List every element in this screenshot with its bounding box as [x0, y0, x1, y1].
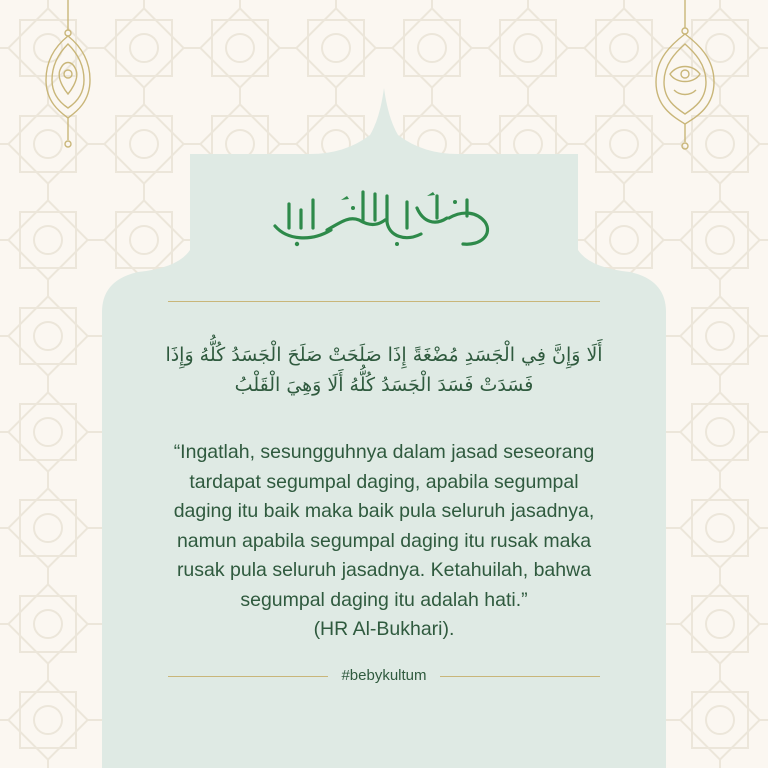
content-area [102, 0, 666, 768]
arabic-line-1: أَلَا وَإِنَّ فِي الْجَسَدِ مُضْغَةً إِذَا صَلَحَتْ صَلَحَ الْجَسَدُ كُلُّهُ وَإِذَا [165, 344, 603, 366]
translation-line: tardapat segumpal daging, apabila segumpal [189, 470, 579, 493]
translation-line: “Ingatlah, sesungguhnya dalam jasad seseorang [173, 441, 595, 463]
translation-line: segumpal daging itu adalah hati.” [240, 588, 528, 611]
divider-line-bottom-right [440, 676, 600, 677]
bismillah-calligraphy-icon [267, 182, 501, 260]
hashtag-label: #bebykultum [341, 667, 427, 684]
divider-line-top [168, 301, 600, 302]
translation-line: daging itu baik maka baik pula seluruh jasadnya, [173, 500, 595, 522]
divider-line-bottom-left [168, 676, 328, 677]
arabic-hadith-text [132, 340, 636, 400]
translation-line: rusak pula seluruh jasadnya. Ketahuilah, bahwa [176, 559, 592, 581]
hadith-source: (HR Al-Bukhari). [313, 618, 455, 640]
translation-text [132, 438, 636, 645]
arabic-line-2: فَسَدَتْ فَسَدَ الْجَسَدُ كُلُّهُ أَلَا وَهِيَ الْقَلْبُ [234, 374, 534, 396]
translation-line: namun apabila segumpal daging itu rusak maka [176, 529, 592, 552]
